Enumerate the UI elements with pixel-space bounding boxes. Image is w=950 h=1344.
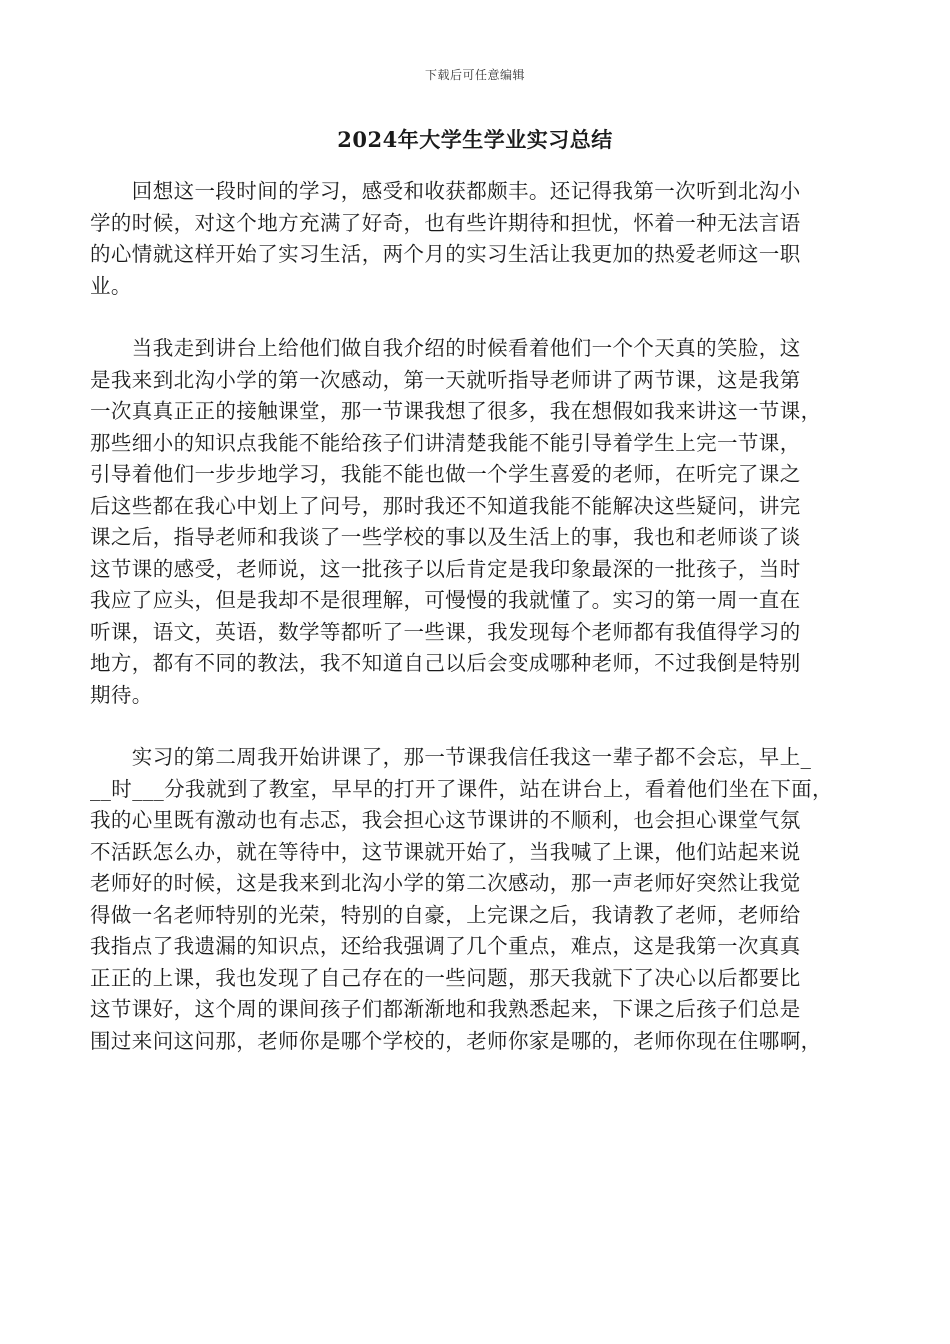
paragraph-line: 引导着他们一步步地学习，我能不能也做一个学生喜爱的老师，在听完了课之 [90, 462, 801, 486]
paragraph-line: 这节课的感受，老师说，这一批孩子以后肯定是我印象最深的一批孩子，当时 [90, 556, 801, 581]
paragraph-line: 业。 [90, 273, 132, 298]
paragraph-line: 我应了应头，但是我却不是很理解，可慢慢的我就懂了。实习的第一周一直在 [90, 588, 801, 612]
paragraph-line: 一次真真正正的接触课堂，那一节课我想了很多，我在想假如我来讲这一节课， [90, 399, 822, 423]
document-title: 2024年大学生学业实习总结 [337, 127, 613, 152]
paragraph-line: 是我来到北沟小学的第一次感动，第一天就听指导老师讲了两节课，这是我第 [90, 367, 801, 392]
paragraph-line: 得做一名老师特别的光荣，特别的自豪，上完课之后，我请教了老师，老师给 [90, 902, 801, 927]
paragraph-line: 回想这一段时间的学习，感受和收获都颇丰。还记得我第一次听到北沟小 [90, 179, 801, 203]
paragraph-line: 这节课好，这个周的课间孩子们都渐渐地和我熟悉起来，下课之后孩子们总是 [90, 997, 801, 1021]
paragraph-line: 围过来问这问那，老师你是哪个学校的，老师你家是哪的，老师你现在住哪啊， [90, 1028, 822, 1053]
paragraph-line: 学的时候，对这个地方充满了好奇，也有些许期待和担忧，怀着一种无法言语 [90, 210, 801, 235]
paragraph-line: 正正的上课，我也发现了自己存在的一些问题，那天我就下了决心以后都要比 [90, 965, 801, 990]
paragraph-line: 课之后，指导老师和我谈了一些学校的事以及生活上的事，我也和老师谈了谈 [90, 525, 801, 549]
paragraph-line: 当我走到讲台上给他们做自我介绍的时候看着他们一个个天真的笑脸，这 [90, 336, 801, 360]
paragraph-line: 我的心里既有激动也有忐忑，我会担心这节课讲的不顺利，也会担心课堂气氛 [90, 808, 801, 832]
document-body [90, 176, 868, 1088]
paragraph-line: 不活跃怎么办，就在等待中，这节课就开始了，当我喊了上课，他们站起来说 [90, 839, 801, 864]
paragraph-line: 期待。 [90, 682, 153, 707]
paragraph-line: 那些细小的知识点我能不能给孩子们讲清楚我能不能引导着学生上完一节课， [90, 430, 801, 455]
header-note: 下载后可任意编辑 [424, 68, 525, 82]
paragraph-line: 地方，都有不同的教法，我不知道自己以后会变成哪种老师，不过我倒是特别 [90, 651, 801, 675]
paragraph-line: 的心情就这样开始了实习生活，两个月的实习生活让我更加的热爱老师这一职 [90, 242, 801, 266]
paragraph-line: 后这些都在我心中划上了问号，那时我还不知道我能不能解决这些疑问，讲完 [90, 493, 801, 518]
paragraph-line: 听课，语文，英语，数学等都听了一些课，我发现每个老师都有我值得学习的 [90, 619, 801, 644]
paragraph-line: __时___分我就到了教室，早早的打开了课件，站在讲台上，看着他们坐在下面， [90, 776, 833, 801]
paragraph-line: 老师好的时候，这是我来到北沟小学的第二次感动，那一声老师好突然让我觉 [90, 871, 801, 895]
paragraph [90, 176, 868, 302]
paragraph-line: 实习的第二周我开始讲课了，那一节课我信任我这一辈子都不会忘，早上_ [90, 745, 812, 769]
paragraph [90, 333, 868, 711]
paragraph-line: 我指点了我遗漏的知识点，还给我强调了几个重点，难点，这是我第一次真真 [90, 934, 801, 958]
paragraph [90, 742, 868, 1057]
